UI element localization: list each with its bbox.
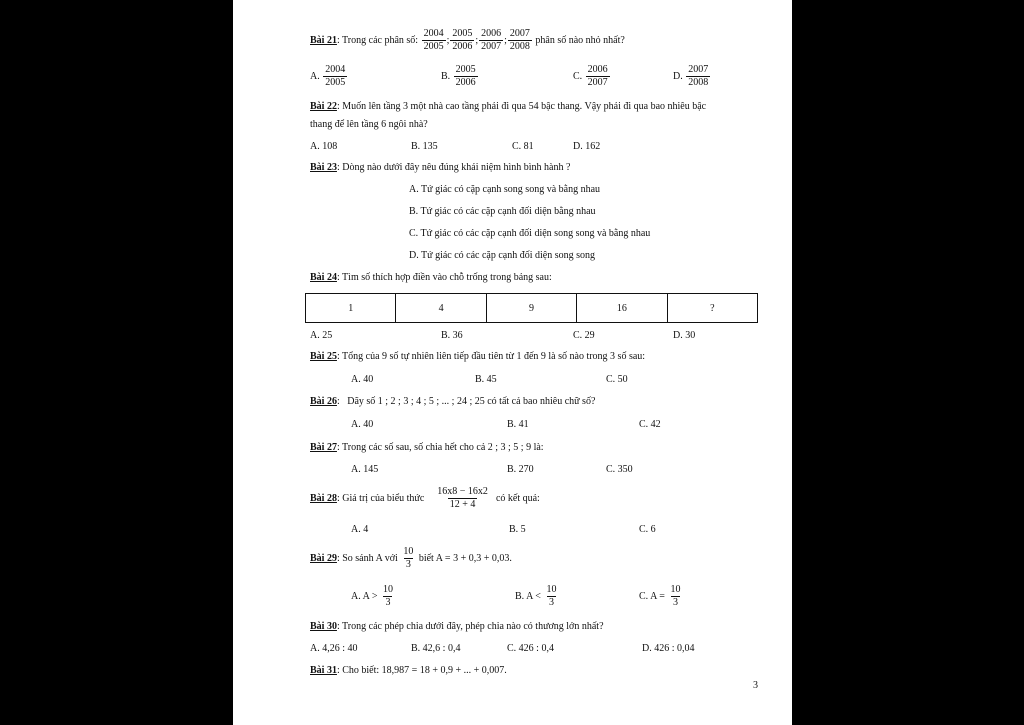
- option: [351, 584, 396, 609]
- option: A. 108: [310, 141, 338, 152]
- numerator: 2007: [688, 64, 709, 75]
- numerator: 10: [403, 546, 414, 557]
- option: A. 4: [351, 524, 369, 535]
- option: B. 270: [507, 464, 534, 475]
- denominator: 2007: [481, 41, 502, 52]
- page-number: 3: [753, 680, 758, 691]
- question-27: [310, 442, 544, 454]
- numerator: 10: [382, 584, 393, 595]
- table-cell: 4: [396, 294, 486, 322]
- option: A. Tứ giác có cặp cạnh song song và bằng nhau: [409, 184, 601, 195]
- fraction: [479, 28, 503, 53]
- fraction: [381, 584, 395, 609]
- question-text: : Tổng của 9 số tự nhiên liên tiếp đầu tiên từ 1 đến 9 là số nào trong 3 số sau:: [336, 351, 646, 362]
- numerator: 2007: [509, 28, 530, 39]
- question-label: Bài 31: [310, 665, 337, 676]
- option: D. 426 : 0,04: [642, 643, 695, 654]
- fraction: [668, 584, 682, 609]
- option-letter: C.: [573, 70, 583, 82]
- option-letter: D.: [673, 70, 683, 82]
- question-label: Bài 25: [310, 351, 337, 362]
- question-label: Bài 21: [310, 34, 337, 46]
- numerator: 16x8 − 16x2: [437, 486, 488, 497]
- numerator: 10: [546, 584, 557, 595]
- option: C. 29: [573, 330, 595, 341]
- question-label: Bài 22: [310, 101, 337, 112]
- denominator: 12 + 4: [449, 499, 476, 510]
- denominator: 3: [405, 559, 411, 570]
- question-text: : Tìm số thích hợp điền vào chỗ trống trong bảng sau:: [336, 272, 552, 283]
- denominator: 2006: [455, 77, 476, 88]
- question-31: [310, 665, 507, 677]
- denominator: 2008: [688, 77, 709, 88]
- option: A. 40: [351, 374, 374, 385]
- fraction: [686, 64, 710, 89]
- question-label: Bài 30: [310, 621, 337, 632]
- question-24: [310, 272, 552, 284]
- numerator: 10: [670, 584, 681, 595]
- table-cell: 1: [306, 294, 396, 322]
- option: A. 25: [310, 330, 333, 341]
- option: A. 40: [351, 419, 374, 430]
- table-cell: 9: [487, 294, 577, 322]
- option: D. Tứ giác có các cặp cạnh đối diện song song: [409, 250, 596, 261]
- numerator: 2005: [455, 64, 476, 75]
- option-text: A. A >: [351, 590, 378, 602]
- question-label: Bài 26: [310, 396, 337, 407]
- question-text: có kết quả:: [495, 492, 540, 504]
- fraction: [508, 28, 532, 53]
- option: D. 30: [673, 330, 696, 341]
- option-text: B. A <: [515, 590, 541, 602]
- option: B. 135: [411, 141, 438, 152]
- question-label: Bài 24: [310, 272, 337, 283]
- fraction: [401, 546, 415, 571]
- denominator: 3: [672, 597, 678, 608]
- denominator: 3: [548, 597, 554, 608]
- option: A. 145: [351, 464, 379, 475]
- option: C. 50: [606, 374, 628, 385]
- option: B. 41: [507, 419, 529, 430]
- question-text: : Trong các phép chia dưới đây, phép chia nào có thương lớn nhất?: [336, 621, 604, 632]
- option: C. 42: [639, 419, 661, 430]
- question-label: Bài 23: [310, 162, 337, 173]
- question-text: : Muốn lên tầng 3 một nhà cao tầng phải đi qua 54 bậc thang. Vậy phải đi qua bao nhiêu bậc: [336, 101, 707, 112]
- question-text: : Trong các số sau, số chia hết cho cả 2 ; 3 ; 5 ; 9 là:: [336, 442, 544, 453]
- option: C. 426 : 0,4: [507, 643, 554, 654]
- question-text: : Trong các phân số:: [336, 34, 419, 46]
- fraction: [422, 28, 446, 53]
- question-23: [310, 162, 570, 174]
- question-label: Bài 28: [310, 492, 337, 504]
- question-26: [310, 396, 595, 408]
- numerator: 2006: [481, 28, 502, 39]
- question-30: [310, 621, 604, 633]
- fraction: [544, 584, 558, 609]
- table-cell: 16: [577, 294, 667, 322]
- option: [639, 584, 683, 609]
- option: B. 42,6 : 0,4: [411, 643, 461, 654]
- denominator: 2008: [509, 41, 530, 52]
- option: C. Tứ giác có các cặp cạnh đối diện song song và bằng nhau: [409, 228, 651, 239]
- fraction: [450, 28, 474, 53]
- numerator: 2005: [452, 28, 473, 39]
- denominator: 2006: [452, 41, 473, 52]
- expression-fraction: [435, 486, 490, 511]
- option: B. 45: [475, 374, 497, 385]
- sequence-table: [305, 293, 758, 323]
- question-text: thang để lên tầng 6 ngôi nhà?: [310, 119, 428, 130]
- denominator: 2005: [423, 41, 444, 52]
- fraction: [454, 64, 478, 89]
- denominator: 2005: [325, 77, 346, 88]
- option: [441, 64, 479, 89]
- option: C. 350: [606, 464, 633, 475]
- question-text: phân số nào nhỏ nhất?: [535, 34, 625, 46]
- fraction: [586, 64, 610, 89]
- question-22: [310, 101, 706, 113]
- option-letter: A.: [310, 70, 320, 82]
- option: B. 36: [441, 330, 463, 341]
- denominator: 2007: [587, 77, 608, 88]
- option: A. 4,26 : 40: [310, 643, 358, 654]
- option: B. 5: [509, 524, 526, 535]
- option-letter: B.: [441, 70, 451, 82]
- option: [573, 64, 611, 89]
- option: C. 81: [512, 141, 534, 152]
- question-text: : Dãy số 1 ; 2 ; 3 ; 4 ; 5 ; ... ; 24 ; 25 có tất cả bao nhiêu chữ số?: [336, 396, 596, 407]
- document-page: [233, 0, 792, 725]
- question-text: : Dòng nào dưới đây nêu đúng khái niệm hình bình hành ?: [336, 162, 571, 173]
- question-label: Bài 27: [310, 442, 337, 453]
- fraction: [323, 64, 347, 89]
- denominator: 3: [385, 597, 391, 608]
- option: D. 162: [573, 141, 601, 152]
- option: B. Tứ giác có các cặp cạnh đối diện bằng nhau: [409, 206, 596, 217]
- option: C. 6: [639, 524, 656, 535]
- question-label: Bài 29: [310, 552, 337, 564]
- option: [673, 64, 711, 89]
- option-text: C. A =: [639, 590, 665, 602]
- table-cell: ?: [710, 302, 715, 314]
- question-28: [310, 486, 540, 511]
- question-text: : So sánh A với: [336, 552, 398, 564]
- question-text: : Cho biết: 18,987 = 18 + 0,9 + ... + 0,007.: [336, 665, 507, 676]
- numerator: 2004: [325, 64, 346, 75]
- option: [515, 584, 559, 609]
- numerator: 2006: [587, 64, 608, 75]
- numerator: 2004: [423, 28, 444, 39]
- question-25: [310, 351, 645, 363]
- question-text: : Giá trị của biểu thức: [336, 492, 425, 504]
- question-text: biết A = 3 + 0,3 + 0,03.: [418, 552, 512, 564]
- option: [310, 64, 348, 89]
- question-21: Bài 21: Trong các phân số: $\frac{2004}{2005}$ ; $\frac{2005}{2006}$ ; $\frac{2006}{2007}$ ; $\frac{2007}{2008}$ phân số nào nhỏ nhất?: [310, 28, 625, 52]
- question-29: [310, 546, 512, 571]
